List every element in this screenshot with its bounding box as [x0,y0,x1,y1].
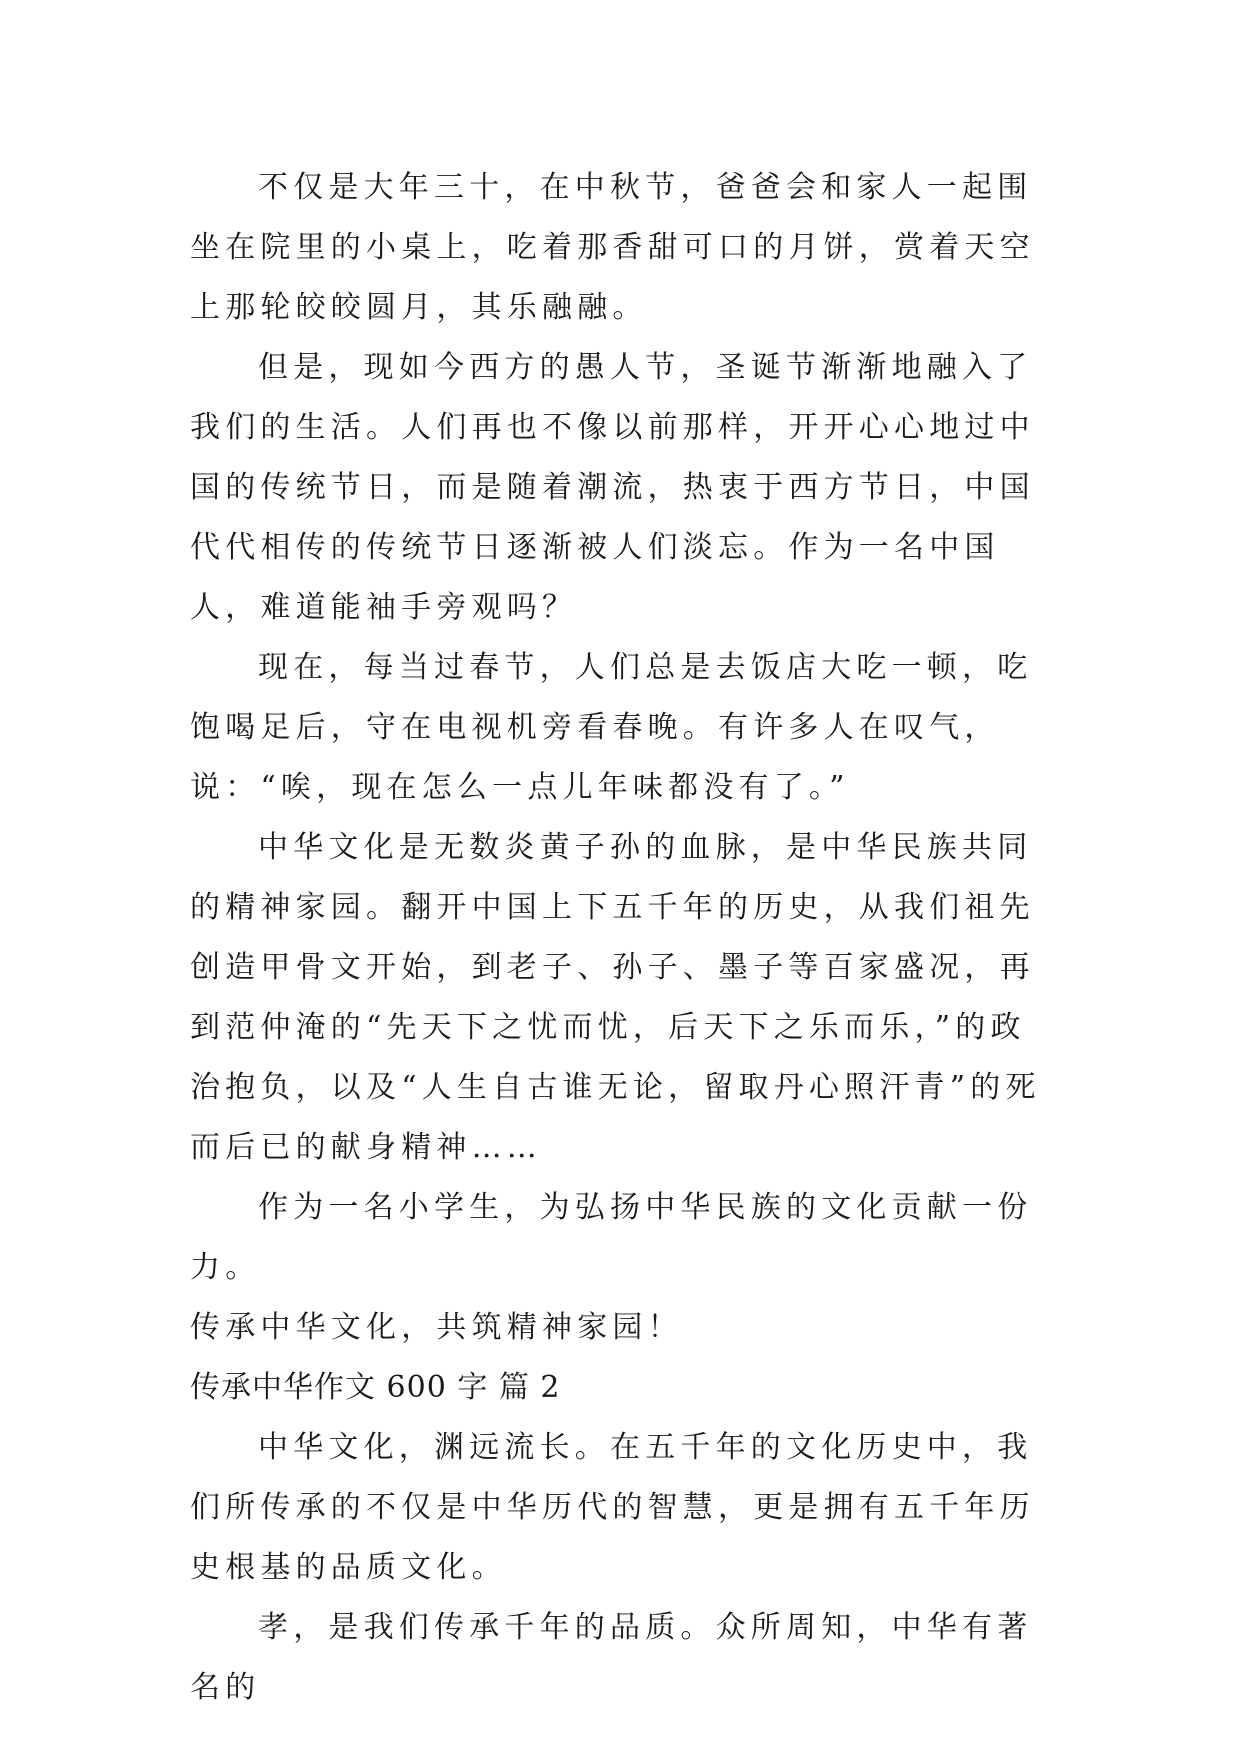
paragraph-mid-autumn: 不仅是大年三十，在中秋节，爸爸会和家人一起围坐在院里的小桌上，吃着那香甜可口的月饼，赏着天空上那轮皎皎圆月，其乐融融。 [190,170,1035,325]
paragraph-western-holidays: 但是，现如今西方的愚人节，圣诞节渐渐地融入了我们的生活。人们再也不像以前那样，开开心心地过中国的传统节日，而是随着潮流，热衷于西方节日，中国代代相传的传统节日逐渐被人们淡忘。作为一名中国人，难道能袖手旁观吗？ [190,350,1035,625]
paragraph-culture-intro: 中华文化，渊远流长。在五千年的文化历史中，我们所传承的不仅是中华历代的智慧，更是拥有五千年历史根基的品质文化。 [190,1430,1035,1585]
paragraph-spring-festival: 现在，每当过春节，人们总是去饭店大吃一顿，吃饱喝足后，守在电视机旁看春晚。有许多人在叹气，说：“唉，现在怎么一点儿年味都没有了。” [190,650,1033,805]
paragraph-filial-piety: 孝，是我们传承千年的品质。众所周知，中华有著名的 [190,1610,1033,1705]
essay-heading: 传承中华作文 600 字 篇 2 [190,1370,561,1405]
paragraph-slogan: 传承中华文化，共筑精神家园！ [190,1310,683,1345]
paragraph-chinese-culture: 中华文化是无数炎黄子孙的血脉，是中华民族共同的精神家园。翻开中国上下五千年的历史，从我们祖先创造甲骨文开始，到老子、孙子、墨子等百家盛况，再到范仲淹的“先天下之忧而忧，后天下之乐而乐，”的政治抱负，以及“人生自古谁无论，留取丹心照汗青”的死而后已的献身精神…… [190,830,1041,1165]
document-body [190,158,1060,1718]
paragraph-student-duty: 作为一名小学生，为弘扬中华民族的文化贡献一份力。 [190,1190,1033,1285]
